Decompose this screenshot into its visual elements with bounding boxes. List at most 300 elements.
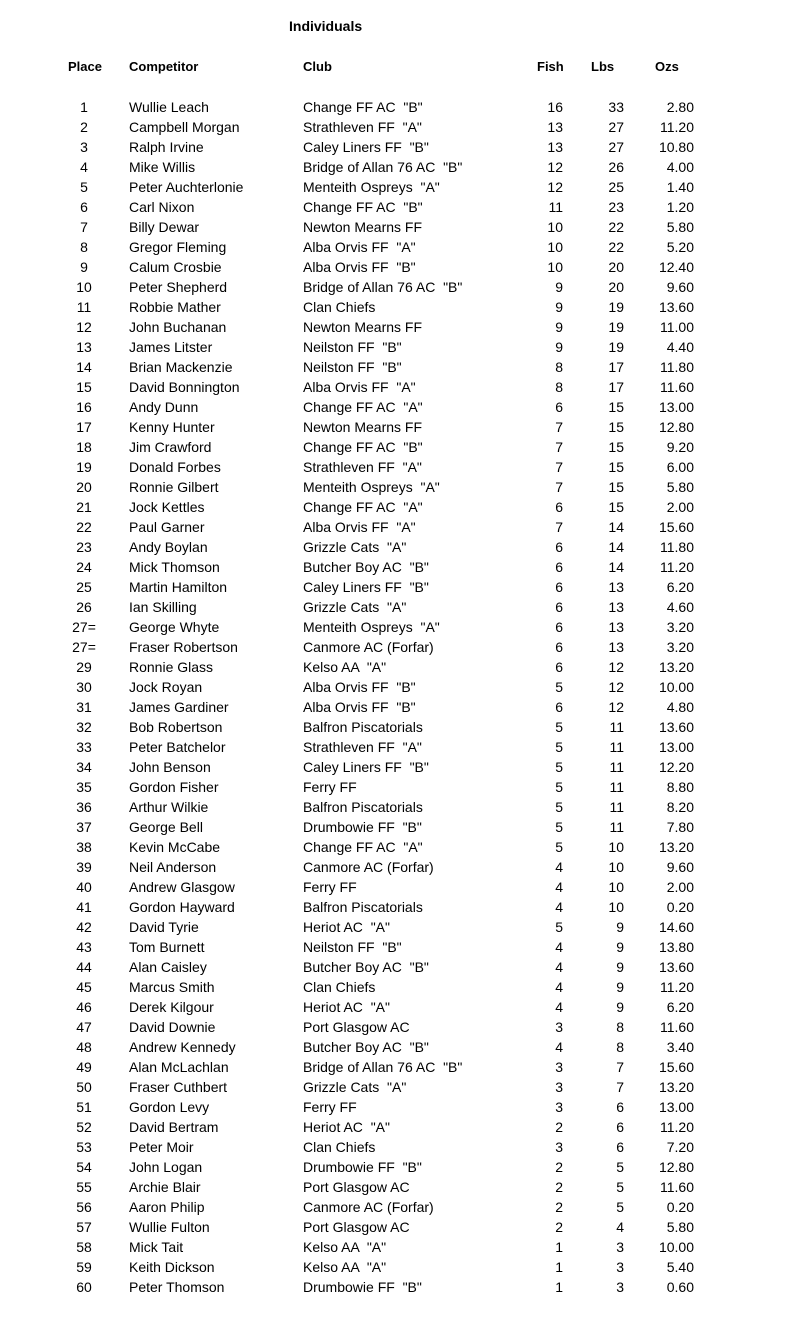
place-cell: 20 bbox=[76, 479, 92, 495]
fish-cell: 3 bbox=[555, 1059, 563, 1075]
lbs-cell: 4 bbox=[616, 1219, 624, 1235]
club-cell: Canmore AC (Forfar) bbox=[303, 1199, 434, 1215]
ozs-cell: 12.20 bbox=[658, 759, 694, 775]
club-cell: Newton Mearns FF bbox=[303, 319, 423, 335]
ozs-cell: 3.20 bbox=[666, 639, 694, 655]
fish-cell: 2 bbox=[555, 1179, 563, 1195]
competitor-cell: Martin Hamilton bbox=[129, 579, 228, 595]
club-cell: Menteith Ospreys "A" bbox=[303, 619, 440, 635]
fish-cell: 9 bbox=[555, 299, 563, 315]
table-row bbox=[0, 397, 799, 417]
club-cell: Change FF AC "A" bbox=[303, 839, 423, 855]
competitor-cell: Andrew Kennedy bbox=[129, 1039, 236, 1055]
table-row bbox=[0, 297, 799, 317]
competitor-cell: David Bonnington bbox=[129, 379, 240, 395]
table-row bbox=[0, 937, 799, 957]
lbs-cell: 13 bbox=[608, 639, 624, 655]
ozs-cell: 12.80 bbox=[658, 419, 694, 435]
fish-cell: 12 bbox=[547, 159, 563, 175]
competitor-cell: Marcus Smith bbox=[129, 979, 215, 995]
lbs-cell: 9 bbox=[616, 919, 624, 935]
table-row bbox=[0, 757, 799, 777]
table-row bbox=[0, 1097, 799, 1117]
ozs-cell: 11.60 bbox=[660, 379, 694, 395]
club-cell: Kelso AA "A" bbox=[303, 1259, 387, 1275]
club-cell: Drumbowie FF "B" bbox=[303, 1279, 422, 1295]
table-row bbox=[0, 97, 799, 117]
place-cell: 6 bbox=[80, 199, 88, 215]
lbs-cell: 19 bbox=[608, 319, 624, 335]
fish-cell: 3 bbox=[555, 1079, 563, 1095]
club-cell: Balfron Piscatorials bbox=[303, 899, 423, 915]
ozs-cell: 11.20 bbox=[660, 119, 694, 135]
club-cell: Alba Orvis FF "B" bbox=[303, 679, 416, 695]
place-cell: 42 bbox=[76, 919, 92, 935]
fish-cell: 7 bbox=[555, 439, 563, 455]
ozs-cell: 6.00 bbox=[666, 459, 694, 475]
table-row bbox=[0, 1017, 799, 1037]
fish-cell: 4 bbox=[555, 999, 563, 1015]
competitor-cell: Peter Auchterlonie bbox=[129, 179, 244, 195]
lbs-cell: 15 bbox=[608, 459, 624, 475]
place-cell: 12 bbox=[76, 319, 92, 335]
place-cell: 27= bbox=[72, 619, 96, 635]
club-cell: Menteith Ospreys "A" bbox=[303, 179, 440, 195]
competitor-cell: Alan Caisley bbox=[129, 959, 207, 975]
lbs-cell: 15 bbox=[608, 419, 624, 435]
place-cell: 7 bbox=[80, 219, 88, 235]
table-row bbox=[0, 417, 799, 437]
table-row bbox=[0, 717, 799, 737]
club-cell: Grizzle Cats "A" bbox=[303, 599, 407, 615]
competitor-cell: Bob Robertson bbox=[129, 719, 223, 735]
lbs-cell: 20 bbox=[608, 279, 624, 295]
competitor-cell: Donald Forbes bbox=[129, 459, 221, 475]
fish-cell: 9 bbox=[555, 339, 563, 355]
fish-cell: 5 bbox=[555, 719, 563, 735]
place-cell: 2 bbox=[80, 119, 88, 135]
club-cell: Canmore AC (Forfar) bbox=[303, 639, 434, 655]
competitor-cell: Robbie Mather bbox=[129, 299, 221, 315]
ozs-cell: 11.00 bbox=[660, 319, 694, 335]
fish-cell: 2 bbox=[555, 1199, 563, 1215]
lbs-cell: 13 bbox=[608, 599, 624, 615]
club-cell: Port Glasgow AC bbox=[303, 1219, 410, 1235]
fish-cell: 5 bbox=[555, 819, 563, 835]
table-row bbox=[0, 1277, 799, 1297]
ozs-cell: 11.20 bbox=[660, 979, 694, 995]
competitor-cell: Derek Kilgour bbox=[129, 999, 214, 1015]
club-cell: Change FF AC "B" bbox=[303, 199, 423, 215]
place-cell: 29 bbox=[76, 659, 92, 675]
competitor-cell: Peter Moir bbox=[129, 1139, 194, 1155]
fish-cell: 7 bbox=[555, 419, 563, 435]
club-cell: Drumbowie FF "B" bbox=[303, 1159, 422, 1175]
place-cell: 51 bbox=[76, 1099, 92, 1115]
ozs-cell: 13.20 bbox=[658, 839, 694, 855]
lbs-cell: 11 bbox=[609, 719, 624, 735]
ozs-cell: 11.60 bbox=[660, 1019, 694, 1035]
club-cell: Alba Orvis FF "A" bbox=[303, 379, 416, 395]
table-row bbox=[0, 577, 799, 597]
club-cell: Ferry FF bbox=[303, 779, 357, 795]
place-cell: 33 bbox=[76, 739, 92, 755]
fish-cell: 5 bbox=[555, 779, 563, 795]
club-cell: Alba Orvis FF "A" bbox=[303, 239, 416, 255]
fish-cell: 10 bbox=[547, 219, 563, 235]
competitor-cell: Brian Mackenzie bbox=[129, 359, 233, 375]
club-cell: Butcher Boy AC "B" bbox=[303, 959, 429, 975]
table-row bbox=[0, 177, 799, 197]
table-row bbox=[0, 457, 799, 477]
competitor-cell: Gregor Fleming bbox=[129, 239, 227, 255]
lbs-cell: 11 bbox=[609, 759, 624, 775]
place-cell: 56 bbox=[76, 1199, 92, 1215]
place-cell: 41 bbox=[76, 899, 92, 915]
competitor-cell: Gordon Fisher bbox=[129, 779, 219, 795]
lbs-cell: 5 bbox=[616, 1179, 624, 1195]
ozs-cell: 11.80 bbox=[660, 359, 694, 375]
place-cell: 43 bbox=[76, 939, 92, 955]
club-cell: Change FF AC "A" bbox=[303, 499, 423, 515]
place-cell: 48 bbox=[76, 1039, 92, 1055]
club-cell: Bridge of Allan 76 AC "B" bbox=[303, 1059, 463, 1075]
lbs-cell: 11 bbox=[609, 819, 624, 835]
club-cell: Strathleven FF "A" bbox=[303, 119, 422, 135]
ozs-cell: 5.80 bbox=[666, 219, 694, 235]
ozs-cell: 12.40 bbox=[658, 259, 694, 275]
lbs-cell: 3 bbox=[616, 1239, 624, 1255]
table-row bbox=[0, 1197, 799, 1217]
lbs-cell: 5 bbox=[616, 1199, 624, 1215]
place-cell: 47 bbox=[76, 1019, 92, 1035]
header-competitor: Competitor bbox=[129, 59, 199, 74]
place-cell: 38 bbox=[76, 839, 92, 855]
lbs-cell: 9 bbox=[616, 999, 624, 1015]
place-cell: 19 bbox=[76, 459, 92, 475]
place-cell: 46 bbox=[76, 999, 92, 1015]
results-table bbox=[0, 97, 799, 1297]
table-row bbox=[0, 537, 799, 557]
competitor-cell: Peter Shepherd bbox=[129, 279, 228, 295]
table-row bbox=[0, 137, 799, 157]
table-row bbox=[0, 977, 799, 997]
table-row bbox=[0, 1237, 799, 1257]
ozs-cell: 5.40 bbox=[666, 1259, 694, 1275]
ozs-cell: 11.80 bbox=[660, 539, 694, 555]
ozs-cell: 13.00 bbox=[658, 399, 694, 415]
ozs-cell: 3.20 bbox=[666, 619, 694, 635]
ozs-cell: 2.00 bbox=[666, 499, 694, 515]
competitor-cell: Ronnie Glass bbox=[129, 659, 214, 675]
table-row bbox=[0, 637, 799, 657]
fish-cell: 2 bbox=[555, 1159, 563, 1175]
fish-cell: 4 bbox=[555, 859, 563, 875]
competitor-cell: Paul Garner bbox=[129, 519, 205, 535]
club-cell: Change FF AC "B" bbox=[303, 439, 423, 455]
table-row bbox=[0, 337, 799, 357]
lbs-cell: 15 bbox=[608, 499, 624, 515]
ozs-cell: 4.60 bbox=[666, 599, 694, 615]
ozs-cell: 0.60 bbox=[666, 1279, 694, 1295]
table-row bbox=[0, 1177, 799, 1197]
place-cell: 36 bbox=[76, 799, 92, 815]
ozs-cell: 4.00 bbox=[666, 159, 694, 175]
place-cell: 14 bbox=[76, 359, 92, 375]
club-cell: Menteith Ospreys "A" bbox=[303, 479, 440, 495]
club-cell: Bridge of Allan 76 AC "B" bbox=[303, 159, 463, 175]
table-row bbox=[0, 997, 799, 1017]
place-cell: 13 bbox=[76, 339, 92, 355]
competitor-cell: Fraser Cuthbert bbox=[129, 1079, 228, 1095]
table-row bbox=[0, 797, 799, 817]
competitor-cell: Archie Blair bbox=[129, 1179, 201, 1195]
club-cell: Clan Chiefs bbox=[303, 299, 376, 315]
club-cell: Balfron Piscatorials bbox=[303, 719, 423, 735]
fish-cell: 9 bbox=[555, 279, 563, 295]
competitor-cell: David Bertram bbox=[129, 1119, 219, 1135]
fish-cell: 6 bbox=[555, 579, 563, 595]
fish-cell: 6 bbox=[555, 539, 563, 555]
table-row bbox=[0, 377, 799, 397]
lbs-cell: 12 bbox=[608, 699, 624, 715]
ozs-cell: 10.00 bbox=[658, 1239, 694, 1255]
fish-cell: 13 bbox=[547, 119, 563, 135]
competitor-cell: Peter Batchelor bbox=[129, 739, 226, 755]
ozs-cell: 11.20 bbox=[660, 559, 694, 575]
fish-cell: 4 bbox=[555, 1039, 563, 1055]
place-cell: 11 bbox=[76, 299, 92, 315]
ozs-cell: 8.20 bbox=[666, 799, 694, 815]
ozs-cell: 1.40 bbox=[666, 179, 694, 195]
table-row bbox=[0, 497, 799, 517]
club-cell: Heriot AC "A" bbox=[303, 999, 390, 1015]
club-cell: Ferry FF bbox=[303, 879, 357, 895]
competitor-cell: John Benson bbox=[129, 759, 211, 775]
competitor-cell: Peter Thomson bbox=[129, 1279, 225, 1295]
competitor-cell: Campbell Morgan bbox=[129, 119, 240, 135]
ozs-cell: 9.60 bbox=[666, 859, 694, 875]
table-row bbox=[0, 1057, 799, 1077]
ozs-cell: 2.00 bbox=[666, 879, 694, 895]
lbs-cell: 14 bbox=[608, 519, 624, 535]
place-cell: 23 bbox=[76, 539, 92, 555]
fish-cell: 3 bbox=[555, 1019, 563, 1035]
header-lbs: Lbs bbox=[591, 59, 615, 74]
place-cell: 18 bbox=[76, 439, 92, 455]
club-cell: Clan Chiefs bbox=[303, 1139, 376, 1155]
ozs-cell: 13.20 bbox=[658, 1079, 694, 1095]
ozs-cell: 11.20 bbox=[660, 1119, 694, 1135]
club-cell: Change FF AC "B" bbox=[303, 99, 423, 115]
competitor-cell: Kenny Hunter bbox=[129, 419, 215, 435]
fish-cell: 4 bbox=[555, 939, 563, 955]
header-fish: Fish bbox=[537, 59, 564, 74]
table-row bbox=[0, 957, 799, 977]
fish-cell: 8 bbox=[555, 379, 563, 395]
table-row bbox=[0, 357, 799, 377]
place-cell: 39 bbox=[76, 859, 92, 875]
table-row bbox=[0, 1037, 799, 1057]
competitor-cell: Billy Dewar bbox=[129, 219, 200, 235]
competitor-cell: Ronnie Gilbert bbox=[129, 479, 219, 495]
club-cell: Alba Orvis FF "A" bbox=[303, 519, 416, 535]
place-cell: 15 bbox=[76, 379, 92, 395]
ozs-cell: 1.20 bbox=[666, 199, 694, 215]
lbs-cell: 27 bbox=[608, 119, 624, 135]
lbs-cell: 19 bbox=[608, 299, 624, 315]
fish-cell: 2 bbox=[555, 1119, 563, 1135]
fish-cell: 4 bbox=[555, 979, 563, 995]
ozs-cell: 13.00 bbox=[658, 1099, 694, 1115]
ozs-cell: 5.20 bbox=[666, 239, 694, 255]
club-cell: Caley Liners FF "B" bbox=[303, 759, 429, 775]
lbs-cell: 17 bbox=[608, 359, 624, 375]
fish-cell: 4 bbox=[555, 879, 563, 895]
club-cell: Ferry FF bbox=[303, 1099, 357, 1115]
competitor-cell: Fraser Robertson bbox=[129, 639, 238, 655]
lbs-cell: 7 bbox=[616, 1059, 624, 1075]
club-cell: Drumbowie FF "B" bbox=[303, 819, 422, 835]
place-cell: 53 bbox=[76, 1139, 92, 1155]
lbs-cell: 10 bbox=[608, 839, 624, 855]
fish-cell: 13 bbox=[547, 139, 563, 155]
lbs-cell: 15 bbox=[608, 439, 624, 455]
place-cell: 17 bbox=[76, 419, 92, 435]
club-cell: Heriot AC "A" bbox=[303, 1119, 390, 1135]
table-row bbox=[0, 257, 799, 277]
fish-cell: 3 bbox=[555, 1139, 563, 1155]
table-row bbox=[0, 437, 799, 457]
fish-cell: 9 bbox=[555, 319, 563, 335]
competitor-cell: Tom Burnett bbox=[129, 939, 205, 955]
competitor-cell: Ralph Irvine bbox=[129, 139, 204, 155]
club-cell: Bridge of Allan 76 AC "B" bbox=[303, 279, 463, 295]
competitor-cell: Neil Anderson bbox=[129, 859, 217, 875]
header-club: Club bbox=[303, 59, 332, 74]
club-cell: Neilston FF "B" bbox=[303, 359, 402, 375]
place-cell: 35 bbox=[76, 779, 92, 795]
lbs-cell: 27 bbox=[608, 139, 624, 155]
lbs-cell: 12 bbox=[608, 659, 624, 675]
place-cell: 21 bbox=[76, 499, 92, 515]
club-cell: Canmore AC (Forfar) bbox=[303, 859, 434, 875]
ozs-cell: 3.40 bbox=[666, 1039, 694, 1055]
ozs-cell: 13.60 bbox=[658, 959, 694, 975]
table-row bbox=[0, 1077, 799, 1097]
place-cell: 37 bbox=[76, 819, 92, 835]
competitor-cell: Jim Crawford bbox=[129, 439, 212, 455]
place-cell: 50 bbox=[76, 1079, 92, 1095]
fish-cell: 7 bbox=[555, 459, 563, 475]
fish-cell: 6 bbox=[555, 599, 563, 615]
ozs-cell: 11.60 bbox=[660, 1179, 694, 1195]
club-cell: Port Glasgow AC bbox=[303, 1019, 410, 1035]
table-row bbox=[0, 857, 799, 877]
table-row bbox=[0, 1117, 799, 1137]
lbs-cell: 17 bbox=[608, 379, 624, 395]
lbs-cell: 14 bbox=[608, 539, 624, 555]
fish-cell: 6 bbox=[555, 639, 563, 655]
place-cell: 4 bbox=[80, 159, 88, 175]
place-cell: 27= bbox=[72, 639, 96, 655]
table-row bbox=[0, 237, 799, 257]
fish-cell: 7 bbox=[555, 479, 563, 495]
lbs-cell: 26 bbox=[608, 159, 624, 175]
lbs-cell: 7 bbox=[616, 1079, 624, 1095]
table-row bbox=[0, 777, 799, 797]
club-cell: Neilston FF "B" bbox=[303, 339, 402, 355]
fish-cell: 5 bbox=[555, 919, 563, 935]
place-cell: 57 bbox=[76, 1219, 92, 1235]
ozs-cell: 10.80 bbox=[658, 139, 694, 155]
competitor-cell: George Whyte bbox=[129, 619, 220, 635]
competitor-cell: Andy Boylan bbox=[129, 539, 208, 555]
ozs-cell: 2.80 bbox=[666, 99, 694, 115]
competitor-cell: George Bell bbox=[129, 819, 203, 835]
club-cell: Butcher Boy AC "B" bbox=[303, 1039, 429, 1055]
club-cell: Clan Chiefs bbox=[303, 979, 376, 995]
place-cell: 9 bbox=[80, 259, 88, 275]
fish-cell: 6 bbox=[555, 699, 563, 715]
ozs-cell: 5.80 bbox=[666, 1219, 694, 1235]
lbs-cell: 13 bbox=[608, 579, 624, 595]
competitor-cell: Mick Thomson bbox=[129, 559, 220, 575]
ozs-cell: 14.60 bbox=[658, 919, 694, 935]
competitor-cell: Wullie Leach bbox=[129, 99, 209, 115]
competitor-cell: Jock Kettles bbox=[129, 499, 205, 515]
place-cell: 59 bbox=[76, 1259, 92, 1275]
table-row bbox=[0, 617, 799, 637]
lbs-cell: 23 bbox=[608, 199, 624, 215]
competitor-cell: Calum Crosbie bbox=[129, 259, 222, 275]
ozs-cell: 6.20 bbox=[666, 579, 694, 595]
ozs-cell: 7.20 bbox=[666, 1139, 694, 1155]
club-cell: Strathleven FF "A" bbox=[303, 739, 422, 755]
fish-cell: 1 bbox=[555, 1239, 563, 1255]
fish-cell: 1 bbox=[555, 1279, 563, 1295]
club-cell: Newton Mearns FF bbox=[303, 219, 423, 235]
fish-cell: 12 bbox=[547, 179, 563, 195]
header-ozs: Ozs bbox=[655, 59, 679, 74]
club-cell: Balfron Piscatorials bbox=[303, 799, 423, 815]
lbs-cell: 6 bbox=[616, 1099, 624, 1115]
lbs-cell: 6 bbox=[616, 1119, 624, 1135]
lbs-cell: 10 bbox=[608, 879, 624, 895]
competitor-cell: Andrew Glasgow bbox=[129, 879, 235, 895]
place-cell: 32 bbox=[76, 719, 92, 735]
lbs-cell: 10 bbox=[608, 859, 624, 875]
fish-cell: 10 bbox=[547, 239, 563, 255]
club-cell: Kelso AA "A" bbox=[303, 659, 387, 675]
place-cell: 16 bbox=[76, 399, 92, 415]
lbs-cell: 9 bbox=[616, 979, 624, 995]
table-row bbox=[0, 277, 799, 297]
competitor-cell: David Downie bbox=[129, 1019, 216, 1035]
table-row bbox=[0, 557, 799, 577]
place-cell: 58 bbox=[76, 1239, 92, 1255]
table-row bbox=[0, 157, 799, 177]
ozs-cell: 15.60 bbox=[658, 519, 694, 535]
fish-cell: 3 bbox=[555, 1099, 563, 1115]
fish-cell: 2 bbox=[555, 1219, 563, 1235]
place-cell: 55 bbox=[76, 1179, 92, 1195]
lbs-cell: 6 bbox=[616, 1139, 624, 1155]
competitor-cell: David Tyrie bbox=[129, 919, 199, 935]
table-row bbox=[0, 1257, 799, 1277]
fish-cell: 4 bbox=[555, 959, 563, 975]
ozs-cell: 13.20 bbox=[658, 659, 694, 675]
